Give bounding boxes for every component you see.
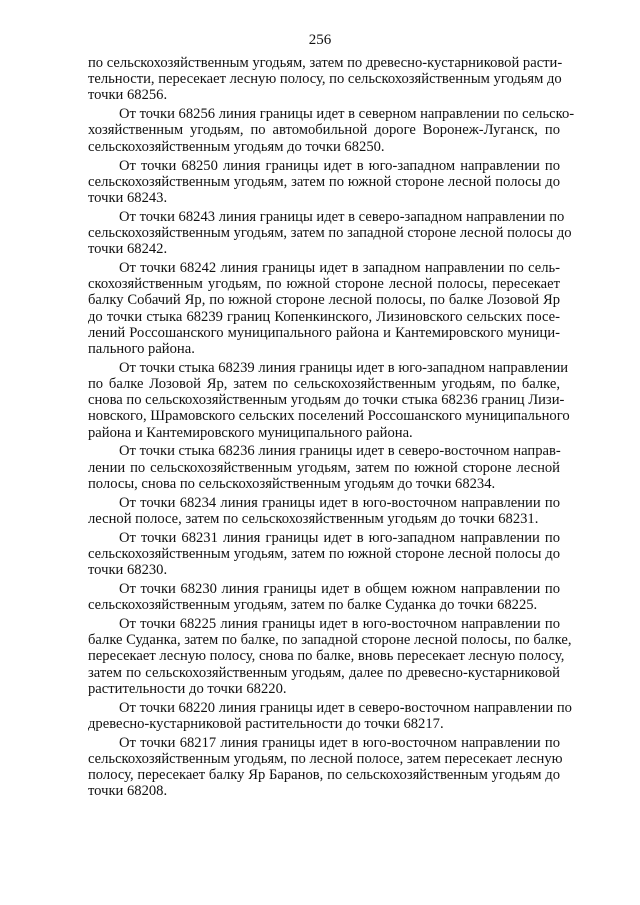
text-line: От точки 68243 линия границы идет в северо-западном направлении по [119, 208, 565, 225]
text-line: затем по сельскохозяйственным угодьям, далее по древесно-кустарниковой [88, 664, 560, 681]
paragraph [88, 734, 563, 800]
text-line: лений Россошанского муниципального района и Кантемировского муници- [88, 324, 560, 341]
text-line: От точки 68217 линия границы идет в юго-восточном направлении по [119, 734, 560, 751]
text-line: полосы, снова по сельскохозяйственным угодьям до точки 68234. [88, 475, 496, 492]
text-line: сельскохозяйственным угодьям, затем по западной стороне лесной полосы до [88, 224, 572, 241]
paragraph [88, 55, 563, 104]
text-line: лесной полосе, затем по сельскохозяйственным угодьям до точки 68231. [88, 510, 539, 527]
text-line: От точки 68225 линия границы идет в юго-восточном направлении по [119, 616, 560, 633]
text-line: точки 68242. [88, 241, 168, 258]
text-line: От точки стыка 68236 линия границы идет в северо-восточном направ- [119, 443, 561, 460]
body-text [88, 55, 575, 802]
text-line: тельности, пересекает лесную полосу, по сельскохозяйственным угодьям до [88, 71, 562, 88]
text-line: по балке Лозовой Яр, затем по сельскохозяйственным угодьям, по балке, [88, 376, 560, 392]
text-line: балку Собачий Яр, по южной стороне лесной полосы, по балке Лозовой Яр [88, 292, 560, 309]
text-line: От точки 68231 линия границы идет в юго-западном направлении по [119, 529, 560, 546]
text-line: лении по сельскохозяйственным угодьям, затем по южной стороне лесной [88, 459, 560, 476]
paragraph [88, 443, 560, 492]
text-line: растительности до точки 68220. [88, 680, 287, 697]
text-line: От точки 68220 линия границы идет в северо-восточном направлении по [119, 699, 572, 716]
text-line: точки 68230. [88, 562, 168, 579]
text-line: сельскохозяйственным угодьям до точки 68250. [88, 138, 385, 155]
text-line: точки 68208. [88, 783, 168, 800]
page-number: 256 [308, 32, 332, 48]
paragraph [88, 530, 560, 579]
text-line: пального района. [88, 340, 195, 357]
paragraph [88, 158, 560, 207]
text-line: От точки стыка 68239 линия границы идет в юго-западном направлении [119, 359, 569, 376]
paragraph [88, 359, 570, 441]
text-line: сельскохозяйственным угодьям, затем по южной стороне лесной полосы до [88, 173, 560, 190]
text-line: сельскохозяйственным угодьям, затем по балке Суданка до точки 68225. [88, 597, 538, 614]
paragraph [88, 106, 575, 155]
paragraph [88, 699, 572, 732]
paragraph [88, 208, 572, 258]
text-line: новского, Шрамовского сельских поселений Россошанского муниципального [88, 408, 570, 425]
text-line: снова по сельскохозяйственным угодьям до точки стыка 68236 границ Лизи- [88, 392, 565, 409]
text-line: точки 68243. [88, 189, 168, 206]
text-line: От точки 68256 линия границы идет в северном направлении по сельско- [119, 106, 575, 123]
text-line: балке Суданка, затем по балке, по западной стороне лесной полосы, по балке, [88, 632, 572, 649]
text-line: сельскохозяйственным угодьям, по лесной полосе, затем пересекает лесную [88, 750, 563, 767]
text-line: района и Кантемировского муниципального района. [88, 424, 413, 441]
text-line: скохозяйственным угодьям, по южной стороне лесной полосы, пересекает [88, 276, 560, 293]
text-line: От точки 68230 линия границы идет в общем южном направлении по [119, 581, 560, 597]
text-line: пересекает лесную полосу, снова по балке, вновь пересекает лесную полосу, [88, 648, 565, 665]
paragraph [88, 495, 560, 527]
text-line: От точки 68250 линия границы идет в юго-западном направлении по [119, 157, 560, 174]
text-line: полосу, пересекает балку Яр Баранов, по сельскохозяйственным угодьям до [88, 767, 560, 784]
text-line: хозяйственным угодьям, по автомобильной дороге Воронеж-Луганск, по [88, 122, 560, 139]
text-line: до точки стыка 68239 границ Копенкинского, Лизиновского сельских посе- [88, 308, 560, 325]
paragraph [88, 616, 572, 697]
text-line: сельскохозяйственным угодьям, затем по южной стороне лесной полосы до [88, 545, 560, 562]
paragraph [88, 260, 560, 357]
paragraph [88, 581, 560, 613]
text-line: по сельскохозяйственным угодьям, затем по древесно-кустарниковой расти- [88, 55, 563, 71]
text-line: От точки 68242 линия границы идет в западном направлении по сель- [119, 260, 560, 276]
text-line: точки 68256. [88, 87, 168, 104]
text-line: древесно-кустарниковой растительности до точки 68217. [88, 715, 444, 732]
text-line: От точки 68234 линия границы идет в юго-восточном направлении по [119, 494, 560, 511]
